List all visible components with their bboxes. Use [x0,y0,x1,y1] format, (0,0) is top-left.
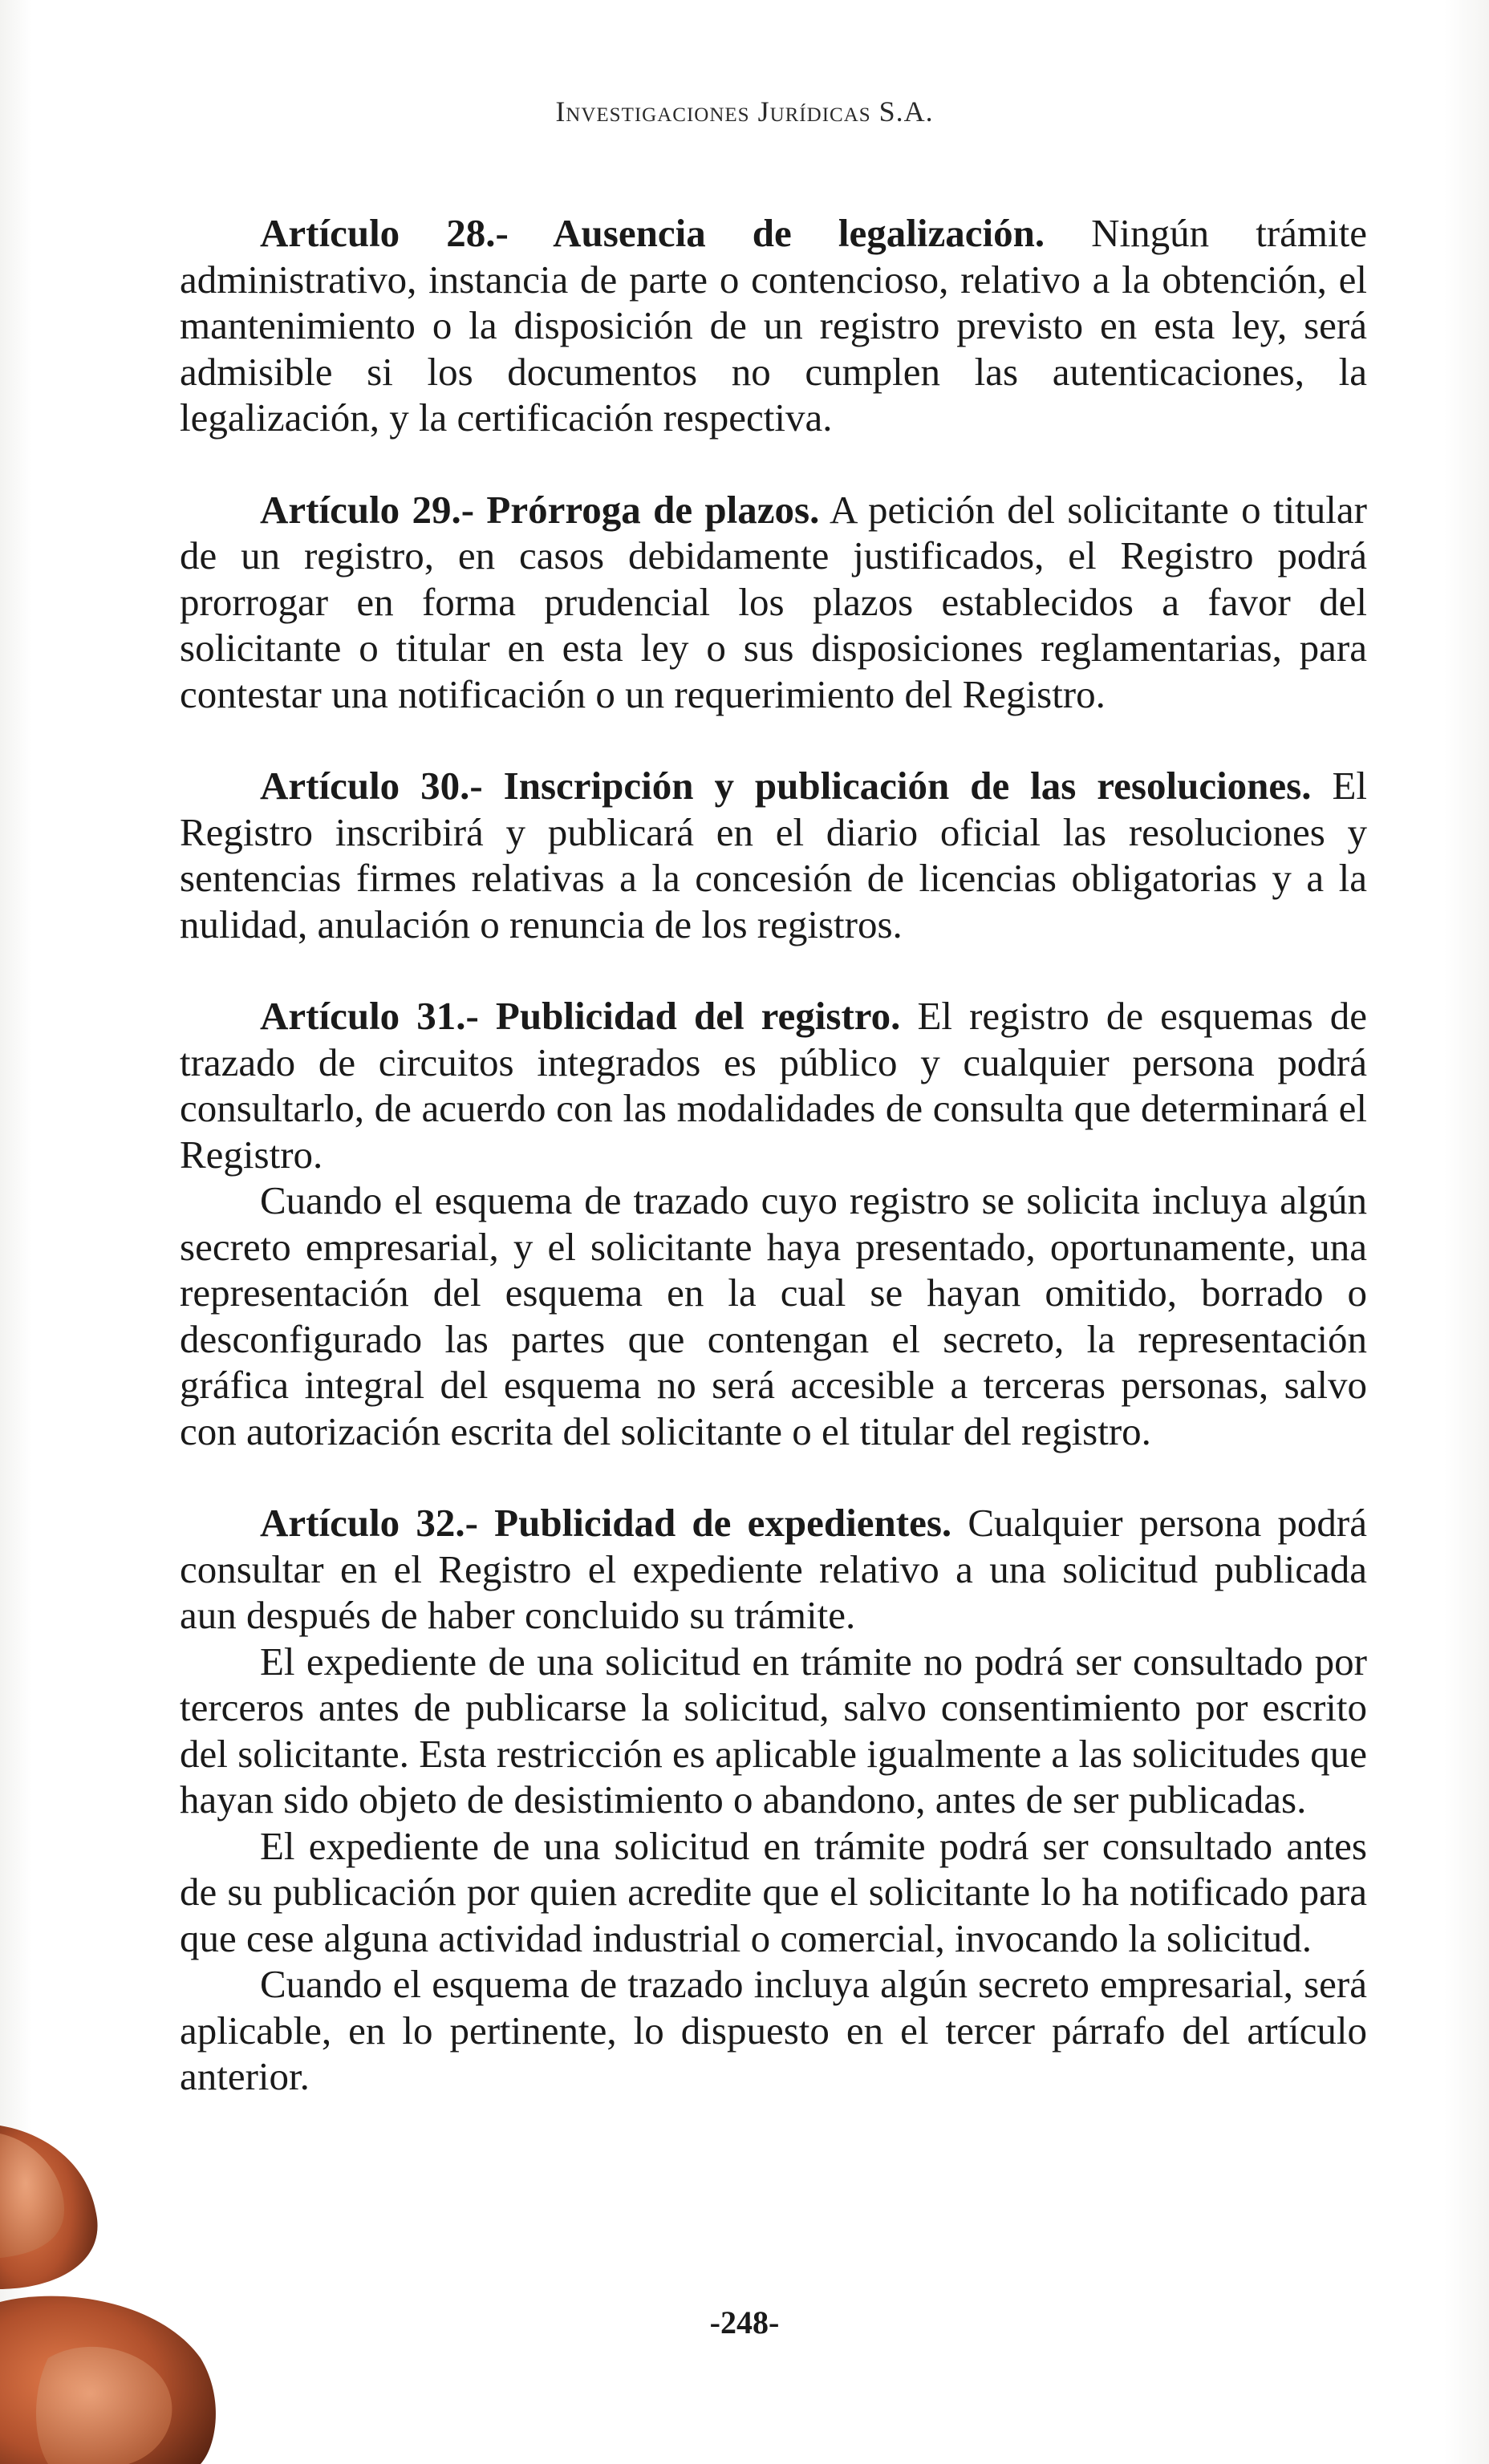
paragraph [180,763,1367,947]
article-29 [180,487,1367,718]
paragraph [180,993,1367,1177]
paragraph [180,1177,1367,1454]
article-text: El Registro inscribirá y publicará en el diario oficial las resoluciones y sentencias firmes relativas a la concesión de licencias obligatorias y a la nulidad, anulación o renuncia de los registros. [180,764,1367,946]
article-heading: Artículo 31.- Publicidad del registro. [260,994,901,1038]
paragraph [180,1500,1367,1639]
article-31 [180,993,1367,1454]
article-heading: Artículo 30.- Inscripción y publicación de las resoluciones. [260,764,1312,808]
article-text: A petición del solicitante o titular de un registro, en casos debidamente justificados, el Registro podrá prorrogar en forma prudencial los plazos establecidos a favor del solicitante o titular en esta ley o sus disposiciones reglamentarias, para contestar una notificación o un requerimiento del Registro. [180,487,1367,716]
article-text: El registro de esquemas de trazado de circuitos integrados es público y cualquier persona podrá consultarlo, de acuerdo con las modalidades de consulta que determinará el Registro. [180,994,1367,1177]
article-heading: Artículo 28.- Ausencia de legalización. [260,211,1045,255]
article-28 [180,210,1367,441]
page-number: -248- [709,2304,780,2340]
paragraph [180,1961,1367,2100]
article-text: El expediente de una solicitud en trámite no podrá ser consultado por terceros antes de publicarse la solicitud, salvo consentimiento por escrito del solicitante. Esta restricción es aplicable igualmente a las solicitudes que hayan sido objeto de desistimiento o abandono, antes de ser publicadas. [180,1639,1367,1822]
paragraph [180,1639,1367,1823]
article-text: Ningún trámite administrativo, instancia de parte o contencioso, relativo a la obtención, el mantenimiento o la disposición de un registro previsto en esta ley, será admisible si los documentos no cumplen las autenticaciones, la legalización, y la certificación respectiva. [180,211,1367,440]
paragraph [180,1823,1367,1962]
article-text: Cualquier persona podrá consultar en el Registro el expediente relativo a una solicitud publicada aun después de haber concluido su trámite. [180,1501,1367,1637]
article-text: El expediente de una solicitud en trámite podrá ser consultado antes de su publicación por quien acredite que el solicitante lo ha notificado para que cese alguna actividad industrial o comercial, invocando la solicitud. [180,1823,1367,1960]
article-text: Cuando el esquema de trazado incluya algún secreto empresarial, será aplicable, en lo pertinente, lo dispuesto en el tercer párrafo del artículo anterior. [180,1962,1367,2098]
article-text: Cuando el esquema de trazado cuyo registro se solicita incluya algún secreto empresarial, y el solicitante haya presentado, oportunamente, una representación del esquema en la cual se hayan omitido, borrado o desconfigurado las partes que contengan el secreto, la representación gráfica integral del esquema no será accesible a terceras personas, salvo con autorización escrita del solicitante o el titular del registro. [180,1178,1367,1453]
article-heading: Artículo 29.- Prórroga de plazos. [260,487,820,532]
paragraph [180,487,1367,718]
article-32 [180,1500,1367,2100]
page-body [180,210,1367,2146]
paragraph [180,210,1367,441]
article-heading: Artículo 32.- Publicidad de expedientes. [260,1501,952,1545]
article-30 [180,763,1367,947]
running-header: Investigaciones Jurídicas S.A. [555,95,934,128]
thumb-photo [0,2118,241,2464]
